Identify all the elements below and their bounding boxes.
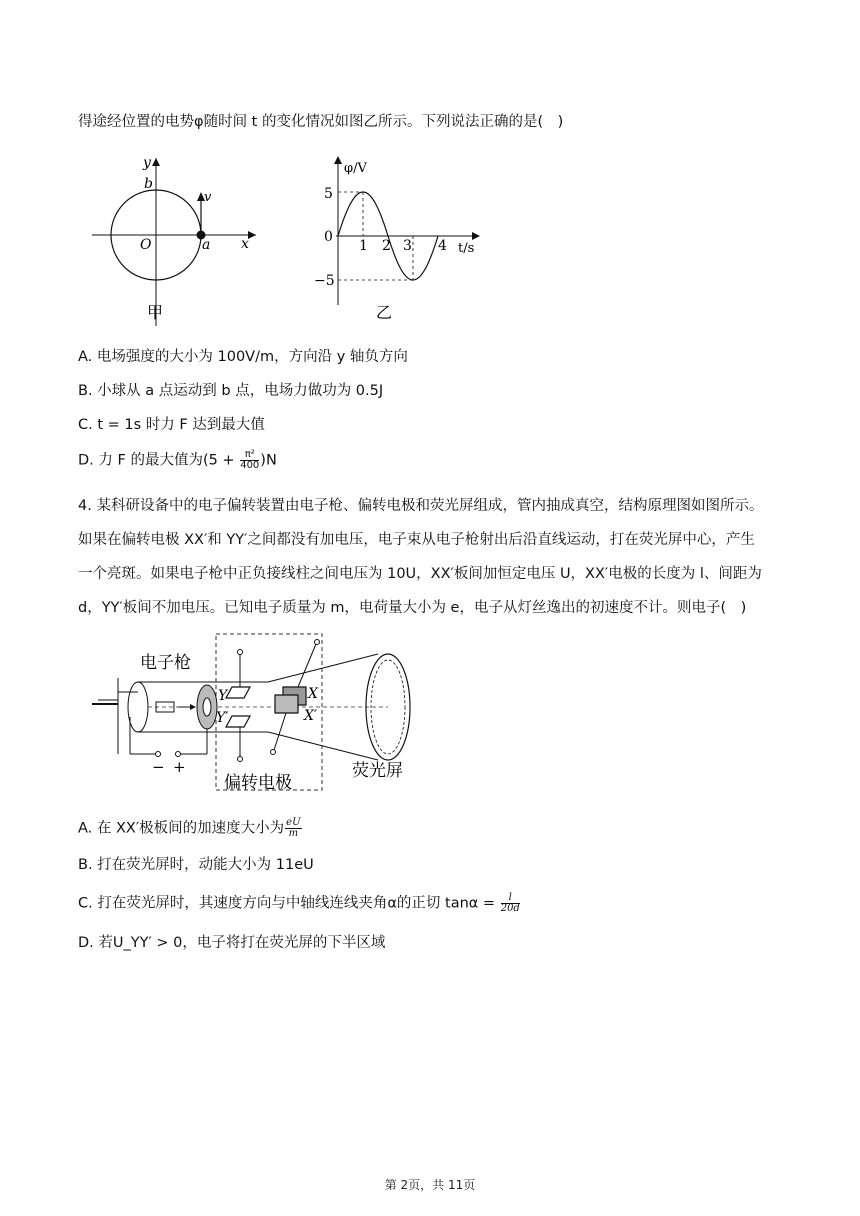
crt-y-label: Y xyxy=(218,688,228,704)
yi-y-axis-label: φ/V xyxy=(344,161,367,176)
q4-option-a-pre: A. 在 XX′极板间的加速度大小为 xyxy=(78,820,285,837)
q3-option-b: B. 小球从 a 点运动到 b 点，电场力做功为 0.5J xyxy=(78,383,384,399)
yi-tick-5: 5 xyxy=(324,186,333,202)
q4-option-c-den: 20d xyxy=(500,903,520,914)
page-footer: 第 2页，共 11页 xyxy=(384,1178,476,1192)
crt-plus-label: + xyxy=(173,758,186,776)
q4-option-b: B. 打在荧光屏时，动能大小为 11eU xyxy=(78,857,314,873)
figure-yi xyxy=(308,150,488,330)
q3-option-d-post: )N xyxy=(260,452,277,469)
jia-a-label: a xyxy=(202,237,211,253)
q4-option-c-pre: C. 打在荧光屏时，其速度方向与中轴线连线夹角α的正切 tanα = xyxy=(78,895,500,912)
q4-text-line-1: 4. 某科研设备中的电子偏转装置由电子枪、偏转电极和荧光屏组成，管内抽成真空，结构原理图如图所示。 xyxy=(78,498,764,514)
yi-tick-3: 3 xyxy=(403,238,412,254)
yi-tick-2: 2 xyxy=(382,238,391,254)
q3-option-d-num: π² xyxy=(240,450,259,461)
jia-v-label: v xyxy=(204,190,212,205)
jia-origin-label: O xyxy=(140,237,152,253)
q4-option-a-num: eU xyxy=(286,817,301,828)
crt-xprime-label: X′ xyxy=(304,708,318,724)
crt-screen-label: 荧光屏 xyxy=(352,761,403,781)
crt-electrode-label: 偏转电极 xyxy=(224,773,292,792)
crt-x-label: X xyxy=(308,686,318,702)
crt-gun-label: 电子枪 xyxy=(140,653,191,673)
q4-option-a xyxy=(78,818,303,839)
q3-option-a: A. 电场强度的大小为 100V/m，方向沿 y 轴负方向 xyxy=(78,349,408,365)
q4-text-line-2: 如果在偏转电极 XX′和 YY′之间都没有加电压，电子束从电子枪射出后沿直线运动，打在荧光屏中心，产生 xyxy=(78,532,755,548)
yi-tick-0: 0 xyxy=(324,229,333,245)
jia-caption: 甲 xyxy=(147,303,164,322)
q4-option-a-den: m xyxy=(288,828,299,839)
q4-option-d: D. 若U_YY′ > 0，电子将打在荧光屏的下半区域 xyxy=(78,935,386,951)
q4-option-c xyxy=(78,893,521,914)
q3-option-d-pre: D. 力 F 的最大值为(5 + xyxy=(78,452,240,469)
figure-jia xyxy=(88,150,268,330)
q4-option-c-num: l xyxy=(501,893,520,904)
q4-text-line-4: d，YY′板间不加电压。已知电子质量为 m，电荷量大小为 e，电子从灯丝逸出的初速度不计。则电子( ) xyxy=(78,600,747,616)
q4-text-line-3: 一个亮斑。如果电子枪中正负接线柱之间电压为 10U，XX′板间加恒定电压 U，XX′电极的长度为 l、间距为 xyxy=(78,566,762,582)
yi-tick-neg5: −5 xyxy=(314,273,335,289)
yi-tick-4: 4 xyxy=(438,238,447,254)
yi-x-axis-label: t/s xyxy=(458,241,475,256)
figure-crt xyxy=(88,632,438,792)
q3-option-d-den: 400 xyxy=(240,460,260,471)
q3-option-d-fraction xyxy=(240,450,259,471)
jia-x-label: x xyxy=(241,236,249,252)
yi-caption: 乙 xyxy=(376,303,393,322)
q4-option-c-fraction xyxy=(501,893,520,914)
yi-tick-1: 1 xyxy=(359,238,368,254)
q3-option-d xyxy=(78,450,277,471)
jia-y-label: y xyxy=(143,155,151,171)
crt-yprime-label: Y′ xyxy=(216,710,229,726)
q3-intro: 得途经位置的电势φ随时间 t 的变化情况如图乙所示。下列说法正确的是( ) xyxy=(78,114,564,130)
crt-minus-label: − xyxy=(152,758,165,776)
jia-b-label: b xyxy=(144,176,153,192)
q3-option-c: C. t = 1s 时力 F 达到最大值 xyxy=(78,417,265,433)
q4-option-a-fraction xyxy=(285,818,301,839)
